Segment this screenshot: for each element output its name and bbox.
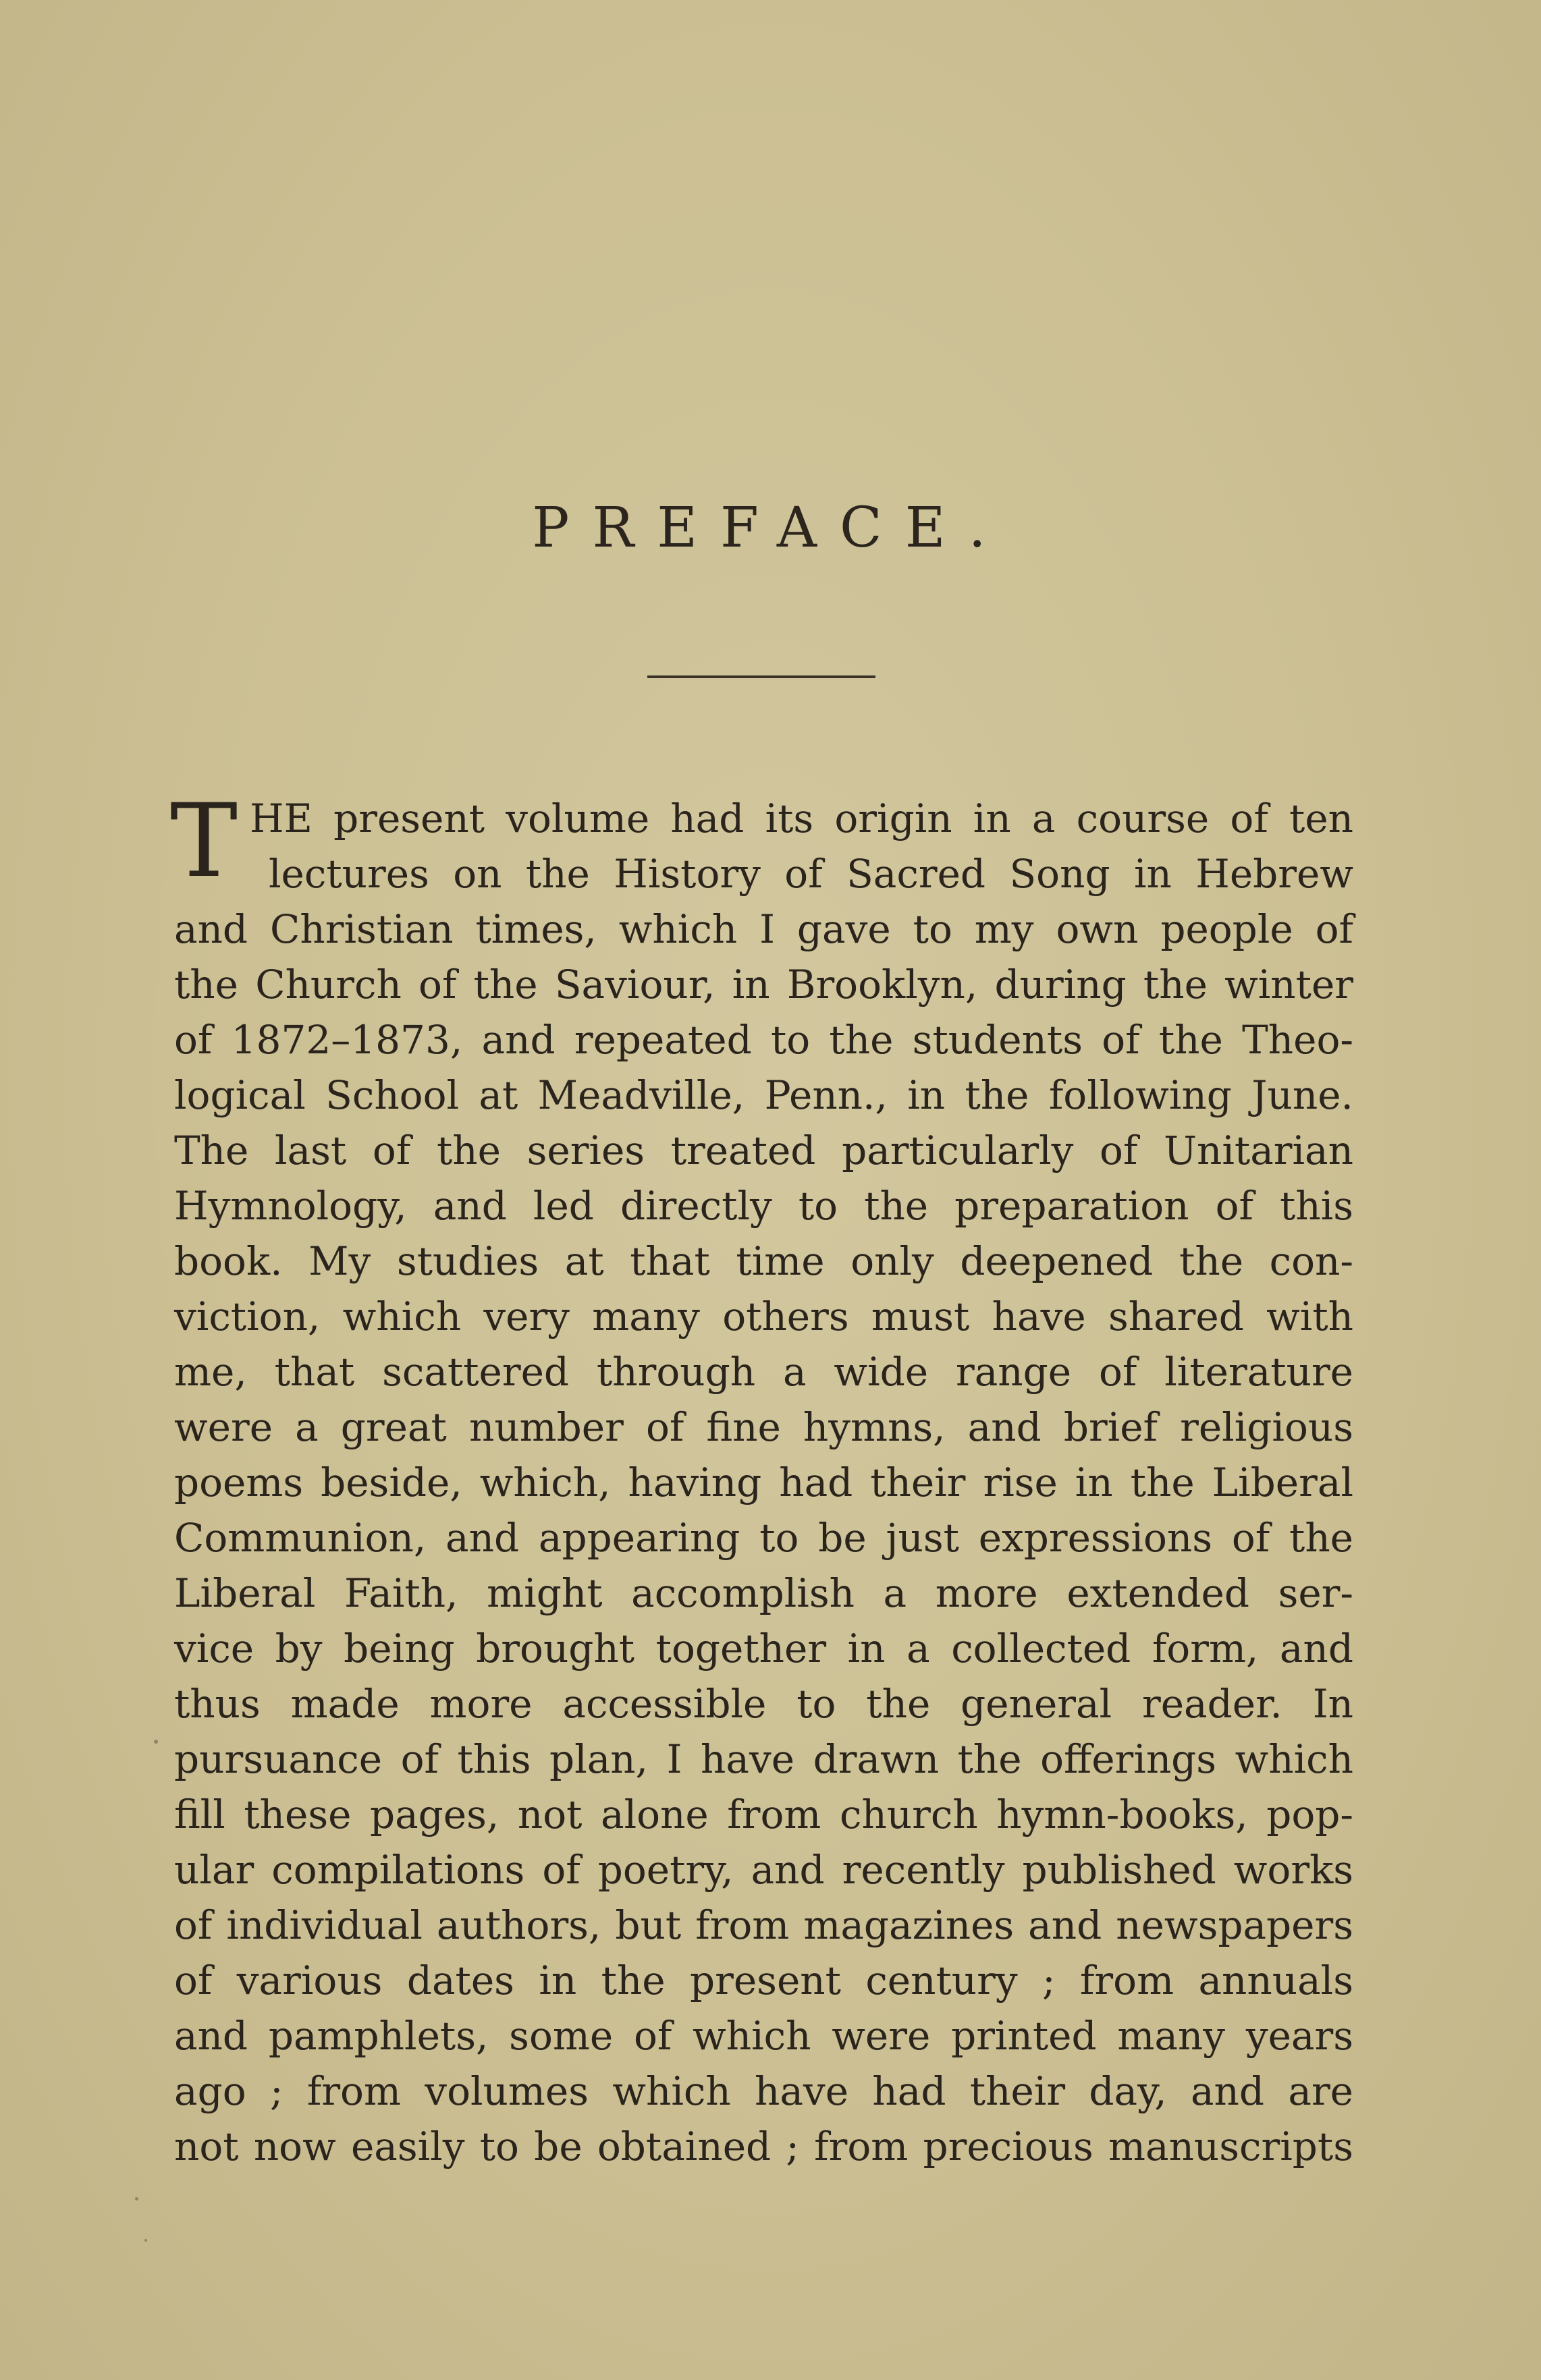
- text-line: Communion, and appearing to be just expressions of the: [174, 1515, 1353, 1561]
- text-line: and pamphlets, some of which were printed many years: [174, 2013, 1353, 2059]
- text-line: The last of the series treated particularly of Unitarian: [174, 1128, 1353, 1173]
- text-line: lectures on the History of Sacred Song in Hebrew: [269, 851, 1353, 897]
- text-line: of 1872–1873, and repeated to the students of the Theo-: [174, 1017, 1353, 1063]
- text-line: fill these pages, not alone from church hymn-books, pop-: [174, 1792, 1353, 1837]
- text-line: logical School at Meadville, Penn., in the following June.: [174, 1072, 1353, 1118]
- text-line: Hymnology, and led directly to the preparation of this: [174, 1183, 1353, 1229]
- text-line: book. My studies at that time only deepened the con-: [174, 1238, 1353, 1284]
- text-line: vice by being brought together in a collected form, and: [174, 1626, 1353, 1671]
- paper-speck: [154, 1740, 158, 1744]
- text-line: poems beside, which, having had their rise in the Liberal: [174, 1460, 1353, 1505]
- text-line: viction, which very many others must have shared with: [174, 1294, 1353, 1339]
- text-line: ago ; from volumes which have had their day, and are: [174, 2068, 1353, 2114]
- text-line: pursuance of this plan, I have drawn the offerings which: [174, 1736, 1353, 1782]
- text-line: of various dates in the present century ; from annuals: [174, 1958, 1353, 2003]
- text-line: were a great number of fine hymns, and brief religious: [174, 1404, 1353, 1450]
- page-title: PREFACE.: [532, 496, 1009, 560]
- text-line: Liberal Faith, might accomplish a more extended ser-: [174, 1570, 1353, 1616]
- drop-cap: T: [170, 783, 238, 900]
- paper-speck: [144, 2239, 147, 2242]
- text-line: me, that scattered through a wide range of literature: [174, 1349, 1353, 1395]
- preface-body: [174, 791, 1353, 2174]
- text-line: and Christian times, which I gave to my own people of: [174, 906, 1353, 952]
- title-divider-rule: [647, 675, 875, 678]
- text-line: HE present volume had its origin in a course of ten: [250, 796, 1353, 841]
- text-line: thus made more accessible to the general reader. In: [174, 1681, 1353, 1727]
- text-line: not now easily to be obtained ; from precious manuscripts: [174, 2124, 1353, 2169]
- text-line: of individual authors, but from magazines and newspapers: [174, 1902, 1353, 1948]
- text-line: the Church of the Saviour, in Brooklyn, during the winter: [174, 962, 1353, 1007]
- paper-speck: [135, 2197, 138, 2201]
- text-line: ular compilations of poetry, and recently published works: [174, 1847, 1353, 1893]
